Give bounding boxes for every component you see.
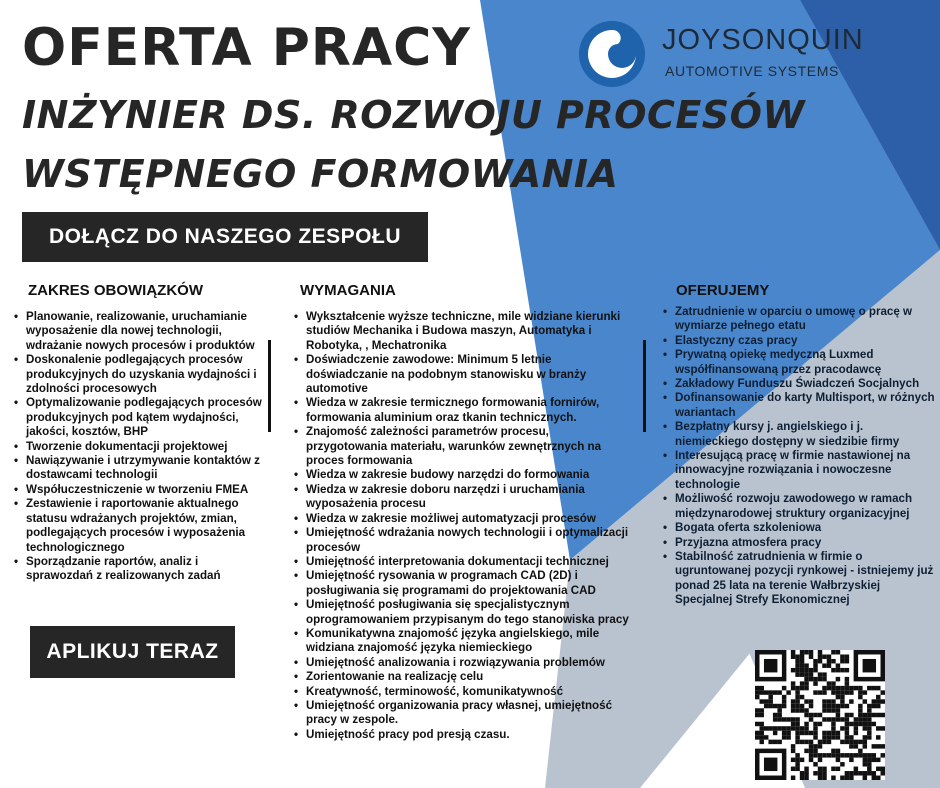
- apply-now-button[interactable]: APLIKUJ TERAZ: [30, 626, 235, 678]
- requirement-item: • Zorientowanie na realizację celu: [306, 670, 632, 684]
- responsibility-item: • Nawiązywanie i utrzymywanie kontaktów z dostawcami technologii: [26, 454, 262, 483]
- offer-item: • Zakładowy Funduszu Świadczeń Socjalnych: [675, 377, 936, 391]
- requirement-item: • Doświadczenie zawodowe: Minimum 5 letnie doświadczanie na podobnym stanowisku w branży automotive: [306, 353, 632, 396]
- responsibility-item: • Sporządzanie raportów, analiz i sprawozdań z realizowanych zadań: [26, 555, 262, 584]
- join-team-banner: DOŁĄCZ DO NASZEGO ZESPOŁU: [22, 212, 428, 262]
- responsibility-item: • Tworzenie dokumentacji projektowej: [26, 440, 262, 454]
- job-title-line-2: WSTĘPNEGO FORMOWANIA: [22, 152, 619, 196]
- requirement-item: • Umiejętność organizowania pracy własnej, umiejętność pracy w zespole.: [306, 699, 632, 728]
- responsibilities-list: [12, 310, 262, 584]
- column-divider-right: [643, 340, 646, 432]
- requirement-item: • Wiedza w zakresie możliwej automatyzacji procesów: [306, 512, 632, 526]
- page-title: OFERTA PRACY: [22, 18, 471, 78]
- responsibility-item: • Zestawienie i raportowanie aktualnego statusu wdrażanych projektów, zmian, podlegających procesów i wyposażenia technologicznego: [26, 497, 262, 555]
- requirement-item: • Umiejętność interpretowania dokumentacji technicznej: [306, 555, 632, 569]
- company-name: JOYSONQUIN: [662, 24, 864, 56]
- requirement-item: • Wykształcenie wyższe techniczne, mile widziane kierunki studiów Mechanika i Budowa maszyn, Automatyka i Robotyka, , Mechatronika: [306, 310, 632, 353]
- requirement-item: • Umiejętność pracy pod presją czasu.: [306, 728, 632, 742]
- requirement-item: • Komunikatywna znajomość języka angielskiego, mile widziana znajomość języka niemieckiego: [306, 627, 632, 656]
- qr-code-icon[interactable]: [755, 650, 885, 780]
- offer-item: • Bezpłatny kursy j. angielskiego i j. niemieckiego dostępny w siedzibie firmy: [675, 420, 936, 449]
- responsibility-item: • Planowanie, realizowanie, uruchamianie wyposażenie dla nowej technologii, wdrażanie nowych procesów i produktów: [26, 310, 262, 353]
- offer-item: • Przyjazna atmosfera pracy: [675, 536, 936, 550]
- responsibilities-heading: ZAKRES OBOWIĄZKÓW: [28, 282, 203, 299]
- requirements-heading: WYMAGANIA: [300, 282, 396, 299]
- requirement-item: • Wiedza w zakresie termicznego formowania fornirów, formowania aluminium oraz tkanin technicznych.: [306, 396, 632, 425]
- requirement-item: • Wiedza w zakresie doboru narzędzi i uruchamiania wyposażenia procesu: [306, 483, 632, 512]
- requirement-item: • Umiejętność posługiwania się specjalistycznym oprogramowaniem przypisanym do tego stanowiska pracy: [306, 598, 632, 627]
- offer-item: • Możliwość rozwoju zawodowego w ramach międzynarodowej struktury organizacyjnej: [675, 492, 936, 521]
- requirement-item: • Kreatywność, terminowość, komunikatywność: [306, 685, 632, 699]
- swirl-logo-icon: [578, 20, 646, 88]
- requirement-item: • Umiejętność analizowania i rozwiązywania problemów: [306, 656, 632, 670]
- responsibility-item: • Doskonalenie podlegających procesów produkcyjnych do uzyskania wydajności i zdolności procesowych: [26, 353, 262, 396]
- offer-item: • Zatrudnienie w oparciu o umowę o pracę w wymiarze pełnego etatu: [675, 305, 936, 334]
- requirement-item: • Umiejętność wdrażania nowych technologii i optymalizacji procesów: [306, 526, 632, 555]
- responsibility-item: • Optymalizowanie podlegających procesów produkcyjnych pod kątem wydajności, jakości, kosztów, BHP: [26, 396, 262, 439]
- offer-item: • Bogata oferta szkoleniowa: [675, 521, 936, 535]
- job-title-line-1: INŻYNIER DS. ROZWOJU PROCESÓW: [22, 93, 805, 137]
- responsibility-item: • Współuczestniczenie w tworzeniu FMEA: [26, 483, 262, 497]
- offer-heading: OFERUJEMY: [676, 282, 770, 299]
- requirement-item: • Umiejętność rysowania w programach CAD (2D) i posługiwania się programami do projektowania CAD: [306, 569, 632, 598]
- company-tagline: AUTOMOTIVE SYSTEMS: [665, 63, 839, 79]
- requirement-item: • Wiedza w zakresie budowy narzędzi do formowania: [306, 468, 632, 482]
- offer-item: • Stabilność zatrudnienia w firmie o ugruntowanej pozycji rynkowej - istniejemy już ponad 25 lata na terenie Wałbrzyskiej Specjalnej Strefy Ekonomicznej: [675, 550, 936, 608]
- requirements-list: [292, 310, 632, 742]
- offer-item: • Elastyczny czas pracy: [675, 334, 936, 348]
- offer-item: • Dofinansowanie do karty Multisport, w różnych wariantach: [675, 391, 936, 420]
- offer-item: • Interesującą pracę w firmie nastawionej na innowacyjne rozwiązania i nowoczesne technologie: [675, 449, 936, 492]
- offer-item: • Prywatną opiekę medyczną Luxmed współfinansowaną przez pracodawcę: [675, 348, 936, 377]
- column-divider-left: [268, 340, 271, 432]
- offer-list: [661, 305, 936, 608]
- requirement-item: • Znajomość zależności parametrów procesu, przygotowania materiału, warunków zewnętrznych na proces formowania: [306, 425, 632, 468]
